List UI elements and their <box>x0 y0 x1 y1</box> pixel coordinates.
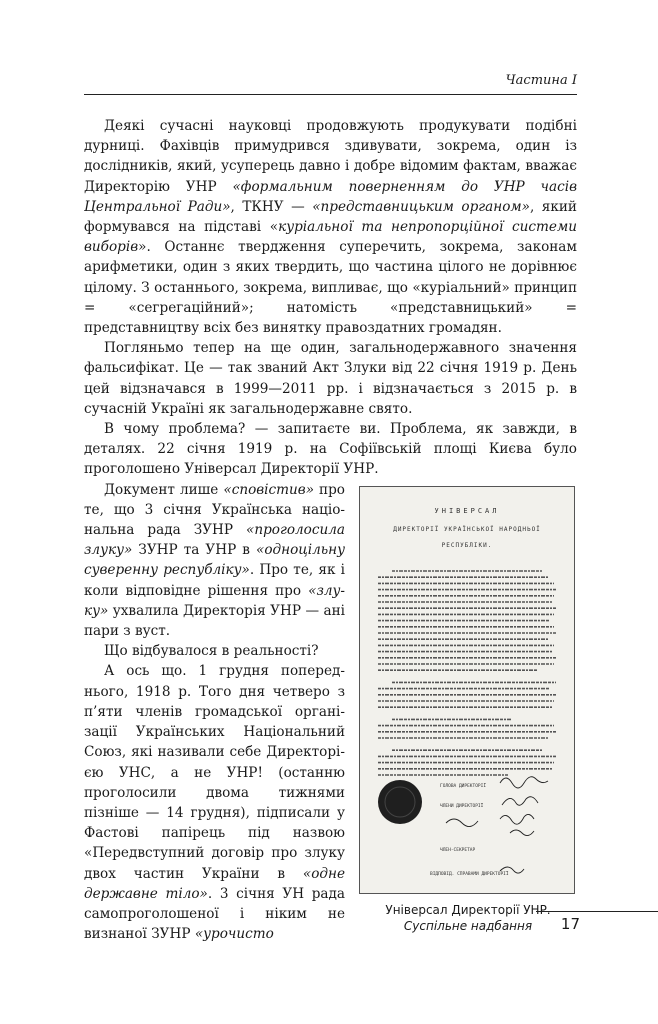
text-run: Документ лише <box>104 481 224 498</box>
footer-rule <box>536 911 658 912</box>
scan-sig-1: ГОЛОВА ДИРЕКТОРІЇ <box>440 783 487 789</box>
text-run: ». Останнє твердження суперечить, зокрема, законам арифметики, один з яких твердить, що частина цілого не дорівнює цілому. З останнього, зокрема, випливає, що «куріальний» принцип = «сегрегаційний»; натомість «представницький» = представництву всіх без винятку правоздатних громадян. <box>84 239 577 337</box>
quote-italic: «одноцільну суверенну республіку» <box>84 542 345 579</box>
quote-italic: «сповістив» <box>223 481 315 498</box>
quote-italic: «злуку» <box>84 582 345 619</box>
scan-heading-3: РЕСПУБЛІКИ. <box>441 541 493 549</box>
scan-heading-1: УНІВЕРСАЛ <box>434 506 500 515</box>
caption-title: Універсал Директорії УНР. <box>385 902 551 917</box>
quote-italic: «формальним поверненням до УНР часів Центральної Ради» <box>84 178 577 215</box>
paragraph-5: Що відбувалося в реальності? <box>104 643 319 660</box>
scan-heading-2: ДИРЕКТОРІЇ УКРАЇНСЬКОЇ НАРОДНЬОЇ <box>393 525 541 533</box>
paragraph-1 <box>84 116 577 338</box>
running-header: Частина I <box>505 73 577 88</box>
scan-sig-4: ВІДПОВІД. СПРАВАМИ ДИРЕКТОРІЇ <box>430 871 509 877</box>
figure-universal <box>359 486 577 934</box>
text-run: ЗУНР та УНР в <box>132 542 257 559</box>
text-run: , який формувався на підставі « <box>84 198 577 236</box>
header-rule <box>84 94 577 95</box>
paragraph-3: В чому проблема? — запитаєте ви. Проблема, як завжди, в деталях. 22 січня 1919 р. на Софіївській площі Києва було проголошено Універсал Директорії УНР. <box>84 421 577 478</box>
scan-sig-2: ЧЛЕНИ ДИРЕКТОРІЇ <box>440 803 484 809</box>
quote-italic: «урочисто <box>194 926 274 943</box>
text-run: , ТКНУ — <box>230 198 313 215</box>
page-number: 17 <box>560 915 580 933</box>
caption-credit: Суспільне надбання <box>403 918 533 933</box>
text-run: ухвалила Директорія УНР — ані пари з вуст. <box>84 602 345 640</box>
document-scan-image <box>359 486 575 894</box>
quote-italic: «одне державне тіло» <box>84 865 345 902</box>
paragraph-2: Погляньмо тепер на ще один, загальнодержавного значення фальсифікат. Це — так званий Акт Злуки від 22 січня 1919 р. День цей відзначався в 1999—2011 рр. і відзначається з 2015 р. в сучасній Україні як загальнодержавне свято. <box>84 340 577 417</box>
text-run: . 3 січня УН рада самопроголошеної і ніким не визнаної ЗУНР <box>84 885 345 943</box>
quote-italic: «представницьким органом» <box>312 198 530 215</box>
body-text <box>84 116 577 944</box>
text-run: А ось що. 1 грудня попереднього, 1918 р. Того дня четверо з п’яти членів громадської організації Українських Національний Союз, які називали себе Директорією УНС, а не УНР! (останню проголосили двома тижнями пізніше — 14 грудня), підписали у Фастові папірець під назвою «Передвступний договір про злуку двох частин України в <box>84 663 345 882</box>
quote-italic: «проголосила злуку» <box>84 522 345 559</box>
quote-italic: куріальної та непропорційної системи виборів <box>84 219 577 256</box>
text-run: про те, що 3 січня Українська національна рада ЗУНР <box>84 481 345 539</box>
scan-sig-3: ЧЛЕН-СЕКРЕТАР <box>440 847 476 853</box>
document-scan-svg <box>360 487 574 893</box>
text-run: . Про те, як і коли відповідне рішення про <box>84 562 346 599</box>
text-run: Деякі сучасні науковці продовжують продукувати подібні дурниці. Фахівців примудрився здивувати, зокрема, один із дослідників, який, усуперець давно і добре відомим фактам, вважає Директорію УНР <box>84 118 577 195</box>
